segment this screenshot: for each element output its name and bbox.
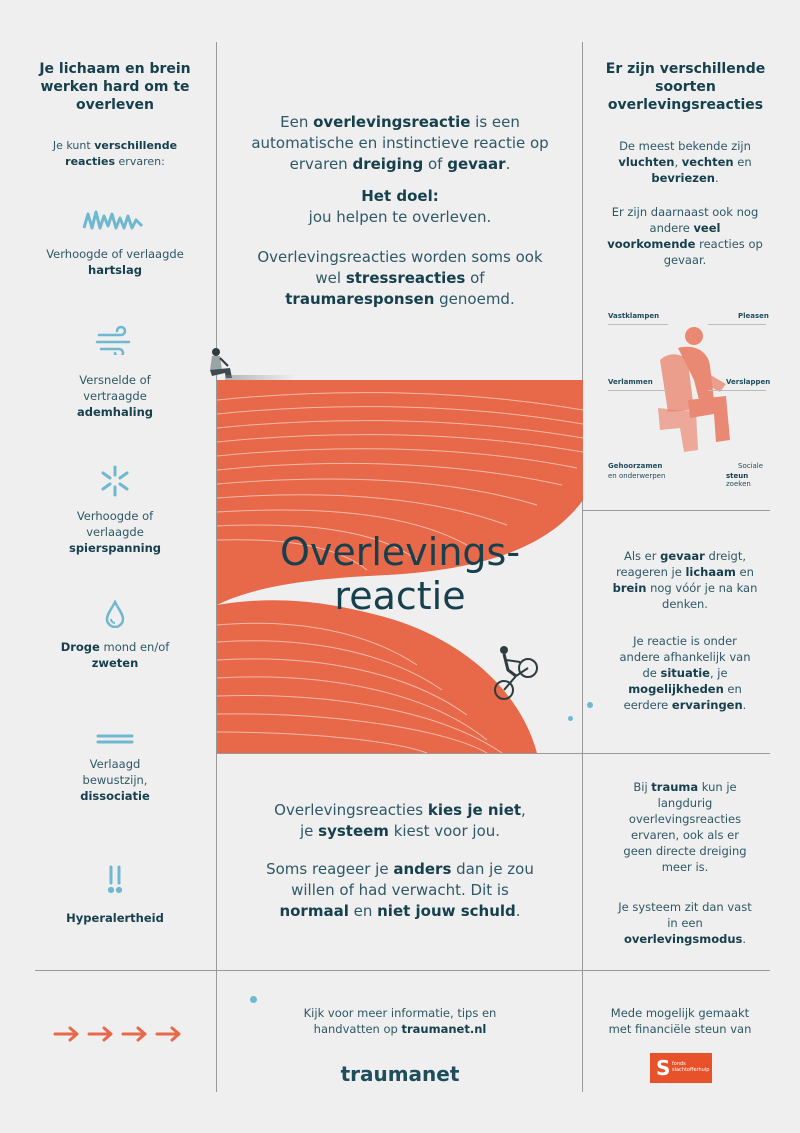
label-line <box>708 390 766 391</box>
fonds-logo-letter: S <box>656 1056 671 1080</box>
right-trauma: Bij trauma kun je langdurig overlevingsreacties ervaren, ook als er geen directe dreiging meer is. <box>623 780 747 874</box>
label-line <box>708 324 766 325</box>
wind-icon <box>80 325 150 355</box>
center-stress: Overlevingsreacties worden soms ook wel stressreacties of traumaresponsen genoemd. <box>257 248 543 308</box>
label-pleasen: Pleasen <box>738 312 769 320</box>
label-sociale: Sociale <box>738 462 764 470</box>
center-choice: Overlevingsreacties kies je niet, je systeem kiest voor jou. <box>274 801 526 840</box>
label-line <box>608 324 668 325</box>
item-dissociatie-label: Verlaagd bewustzijn, dissociatie <box>80 757 150 803</box>
right-heading: Er zijn verschillende soorten overlevingsreacties <box>605 61 766 113</box>
divider-right-2 <box>583 753 770 754</box>
double-exclamation-icon <box>80 864 150 894</box>
item-hartslag-label: Verhoogde of verlaagde hartslag <box>46 247 184 277</box>
item-droge-mond-label: Droge mond en/of zweten <box>60 640 170 670</box>
accent-dot <box>568 716 573 721</box>
label-vastklampen: Vastklampen <box>608 312 660 320</box>
right-known: De meest bekende zijn vluchten, vechten en bevriezen. <box>618 139 752 185</box>
divider-right-1 <box>583 510 770 511</box>
traumanet-logo: traumanet <box>340 1062 460 1086</box>
accent-dot <box>587 702 593 708</box>
label-line <box>608 390 668 391</box>
label-verlammen: Verlammen <box>608 378 653 386</box>
item-hyperalertheid-label: Hyperalertheid <box>66 911 164 925</box>
left-intro: Je kunt verschillende reacties ervaren: <box>52 139 178 168</box>
right-depends: Je reactie is onder andere afhankelijk van de situatie, je mogelijkheden en eerdere ervaringen. <box>619 634 751 712</box>
label-steun-zoeken: steun zoeken <box>726 472 751 488</box>
center-intro: Een overlevingsreactie is een automatische en instinctieve reactie op ervaren dreiging of gevaar. <box>251 113 549 173</box>
item-spierspanning-label: Verhoogde of verlaagde spierspanning <box>68 509 162 555</box>
label-onderwerpen: en onderwerpen <box>608 472 666 480</box>
center-normal: Soms reageer je anders dan je zou willen of had verwacht. Dit is normaal en niet jouw schuld. <box>266 860 534 920</box>
center-goal: Het doel: jou helpen te overleven. <box>308 187 492 226</box>
footer-divider <box>35 970 770 971</box>
heartbeat-scribble-icon <box>80 206 150 234</box>
footer-info: Kijk voor meer informatie, tips en handvatten op traumanet.nl <box>303 1006 497 1036</box>
response-types-figure <box>598 300 770 490</box>
right-system: Je systeem zit dan vast in een overlevingsmodus. <box>618 900 752 946</box>
right-danger: Als er gevaar dreigt, reageren je lichaam en brein nog vóór je na kan denken. <box>612 549 758 611</box>
label-verslappen: Verslappen <box>726 378 771 386</box>
right-other: Er zijn daarnaast ook nog andere veel voorkomende reacties op gevaar. <box>607 205 763 267</box>
dash-lines-icon <box>80 732 150 746</box>
arrows-decoration <box>52 1024 187 1044</box>
fonds-slachtofferhulp-logo <box>650 1053 712 1083</box>
main-title: Overlevings- reactie <box>279 530 521 618</box>
fonds-logo-name: fonds slachtofferhulp <box>672 1061 710 1073</box>
label-gehoorzamen: Gehoorzamen <box>608 462 663 470</box>
drop-icon <box>80 600 150 628</box>
accent-dot <box>250 996 257 1003</box>
tension-spark-icon <box>80 465 150 497</box>
left-heading: Je lichaam en brein werken hard om te overleven <box>39 61 191 113</box>
item-ademhaling-label: Versnelde of vertraagde ademhaling <box>76 373 154 419</box>
cyclist-illustration <box>490 642 540 702</box>
divider-center-bottom <box>217 753 583 754</box>
footer-support: Mede mogelijk gemaakt met financiële steun van <box>608 1006 752 1036</box>
